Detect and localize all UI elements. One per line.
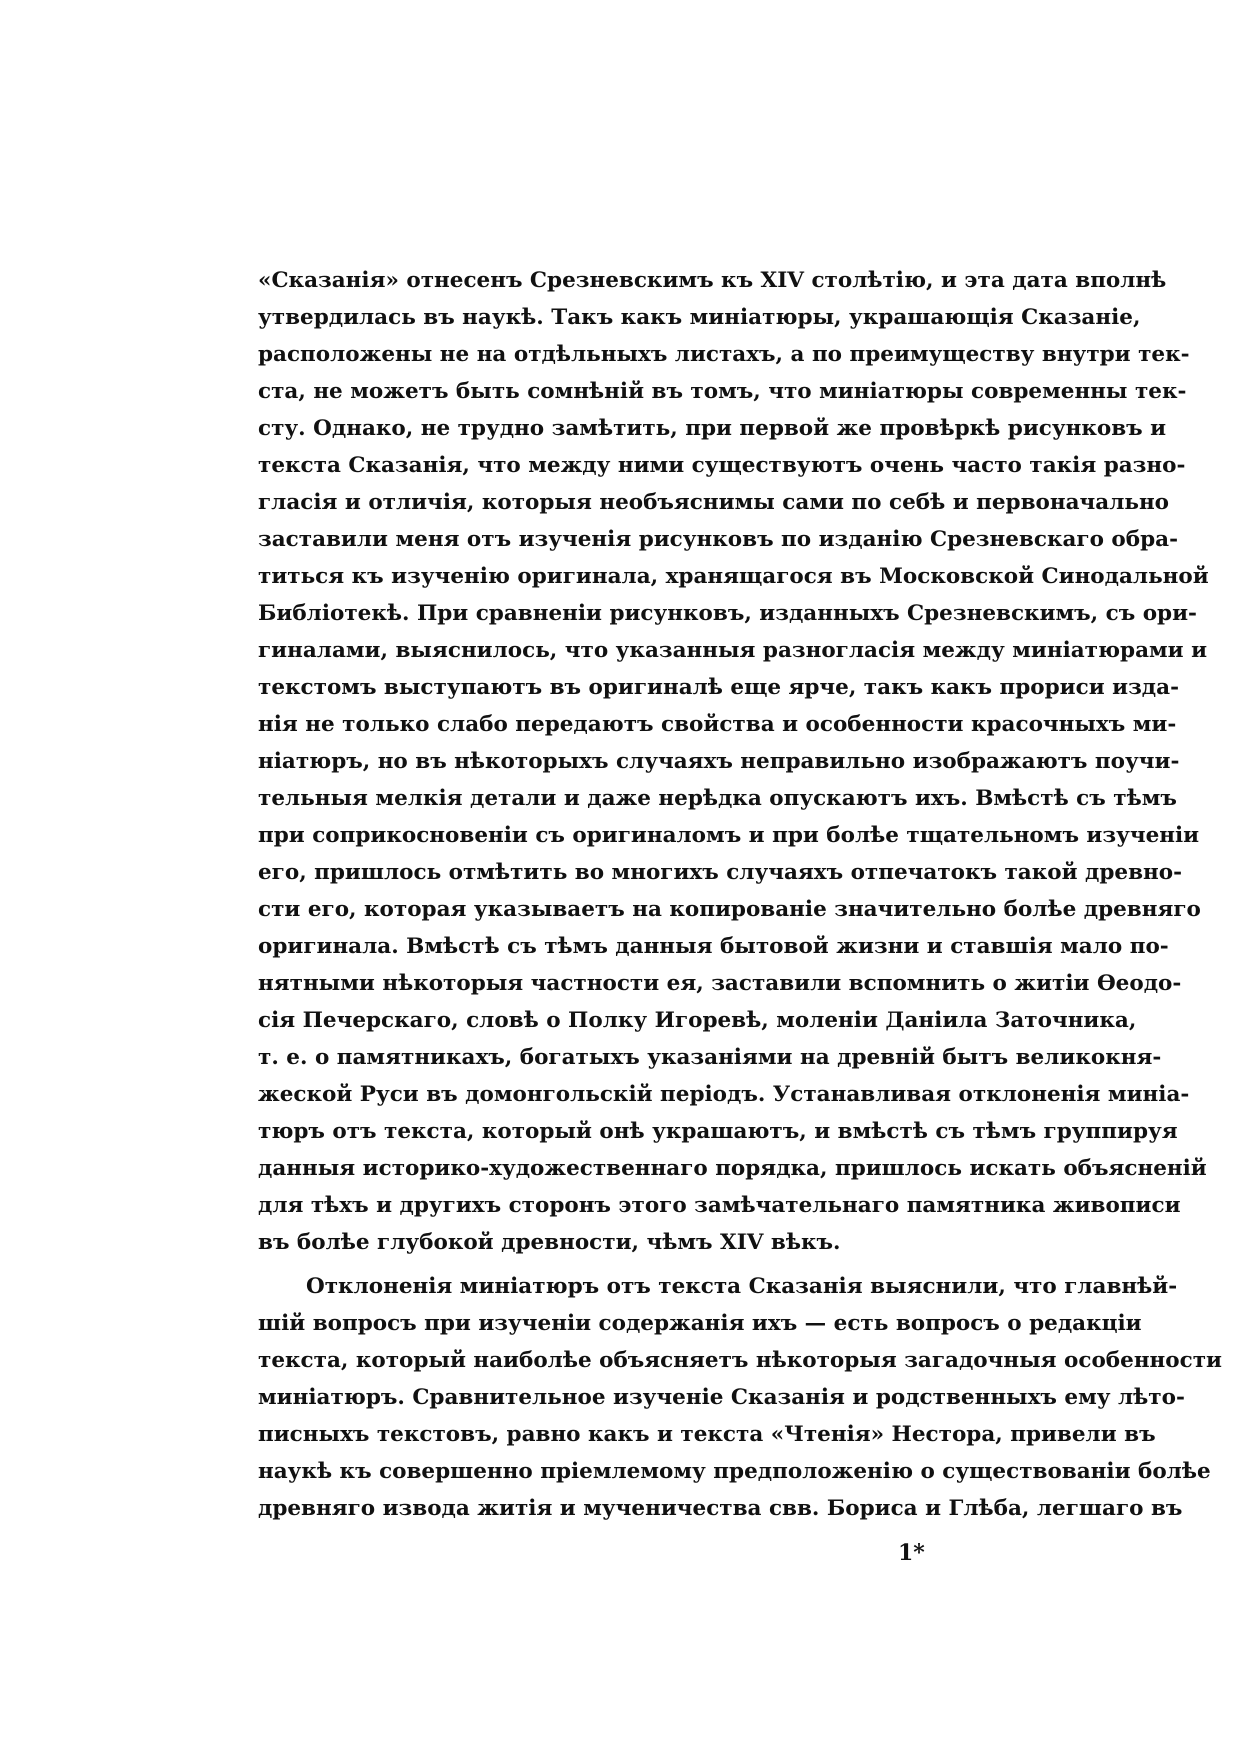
text-line: тюръ отъ текста, который онѣ украшаютъ, и вмѣстѣ съ тѣмъ группируя <box>258 1119 1178 1144</box>
paragraph-1 <box>258 262 1209 1261</box>
text-line: расположены не на отдѣльныхъ листахъ, а по преимуществу внутри тек- <box>258 342 1190 367</box>
text-line: шій вопросъ при изученіи содержанія ихъ — есть вопросъ о редакціи <box>258 1311 1142 1336</box>
text-line: ніатюръ, но въ нѣкоторыхъ случаяхъ неправильно изображаютъ поучи- <box>258 749 1180 774</box>
body-text <box>258 262 1222 1527</box>
text-line: данныя историко-художественнаго порядка, пришлось искать объясненій <box>258 1156 1207 1181</box>
text-line: утвердилась въ наукѣ. Такъ какъ миніатюры, украшающія Сказаніе, <box>258 305 1141 330</box>
text-line: текста Сказанія, что между ними существуютъ очень часто такія разно- <box>258 453 1186 478</box>
text-line: Отклоненія миніатюръ отъ текста Сказанія выяснили, что главнѣй- <box>306 1274 1178 1299</box>
text-line: Библіотекѣ. При сравненіи рисунковъ, изданныхъ Срезневскимъ, съ ори- <box>258 601 1197 626</box>
text-line: древняго извода житія и мученичества свв. Бориса и Глѣба, легшаго въ <box>258 1496 1183 1521</box>
text-line: оригинала. Вмѣстѣ съ тѣмъ данныя бытовой жизни и ставшія мало по- <box>258 934 1169 959</box>
text-line: сія Печерскаго, словѣ о Полку Игоревѣ, моленіи Даніила Заточника, <box>258 1008 1137 1033</box>
text-line: гиналами, выяснилось, что указанныя разногласія между миніатюрами и <box>258 638 1208 663</box>
text-line: сти его, которая указываетъ на копированіе значительно болѣе древняго <box>258 897 1201 922</box>
text-line: заставили меня отъ изученія рисунковъ по изданію Срезневскаго обра- <box>258 527 1178 552</box>
text-line: при соприкосновеніи съ оригиналомъ и при болѣе тщательномъ изученіи <box>258 823 1200 848</box>
paragraph-2 <box>258 1268 1222 1527</box>
text-line: т. е. о памятникахъ, богатыхъ указаніями на древній бытъ великокня- <box>258 1045 1162 1070</box>
text-line: наукѣ къ совершенно пріемлемому предположенію о существованіи болѣе <box>258 1459 1211 1484</box>
signature-mark: 1* <box>898 1540 925 1566</box>
text-line: для тѣхъ и другихъ сторонъ этого замѣчательнаго памятника живописи <box>258 1193 1181 1218</box>
text-line: миніатюръ. Сравнительное изученіе Сказанія и родственныхъ ему лѣто- <box>258 1385 1185 1410</box>
text-line: «Сказанія» отнесенъ Срезневскимъ къ XIV столѣтію, и эта дата вполнѣ <box>258 268 1167 293</box>
text-line: тельныя мелкія детали и даже нерѣдка опускаютъ ихъ. Вмѣстѣ съ тѣмъ <box>258 786 1177 811</box>
text-line: текста, который наиболѣе объясняетъ нѣкоторыя загадочныя особенности <box>258 1348 1222 1373</box>
text-line: титься къ изученію оригинала, хранящагося въ Московской Синодальной <box>258 564 1209 589</box>
text-line: въ болѣе глубокой древности, чѣмъ XIV вѣкъ. <box>258 1230 841 1255</box>
text-line: нія не только слабо передаютъ свойства и особенности красочныхъ ми- <box>258 712 1177 737</box>
text-line: жеской Руси въ домонгольскій періодъ. Устанавливая отклоненія миніа- <box>258 1082 1190 1107</box>
text-line: нятными нѣкоторыя частности ея, заставили вспомнить о житіи Ѳеодо- <box>258 971 1182 996</box>
text-line: ста, не можетъ быть сомнѣній въ томъ, что миніатюры современны тек- <box>258 379 1187 404</box>
paragraph-gap <box>258 1261 984 1268</box>
text-line: писныхъ текстовъ, равно какъ и текста «Чтенія» Нестора, привели въ <box>258 1422 1156 1447</box>
text-line: гласія и отличія, которыя необъяснимы сами по себѣ и первоначально <box>258 490 1170 515</box>
text-line: текстомъ выступаютъ въ оригиналѣ еще ярче, такъ какъ прориси изда- <box>258 675 1179 700</box>
text-line: его, пришлось отмѣтить во многихъ случаяхъ отпечатокъ такой древно- <box>258 860 1183 885</box>
text-line: сту. Однако, не трудно замѣтить, при первой же провѣркѣ рисунковъ и <box>258 416 1167 441</box>
